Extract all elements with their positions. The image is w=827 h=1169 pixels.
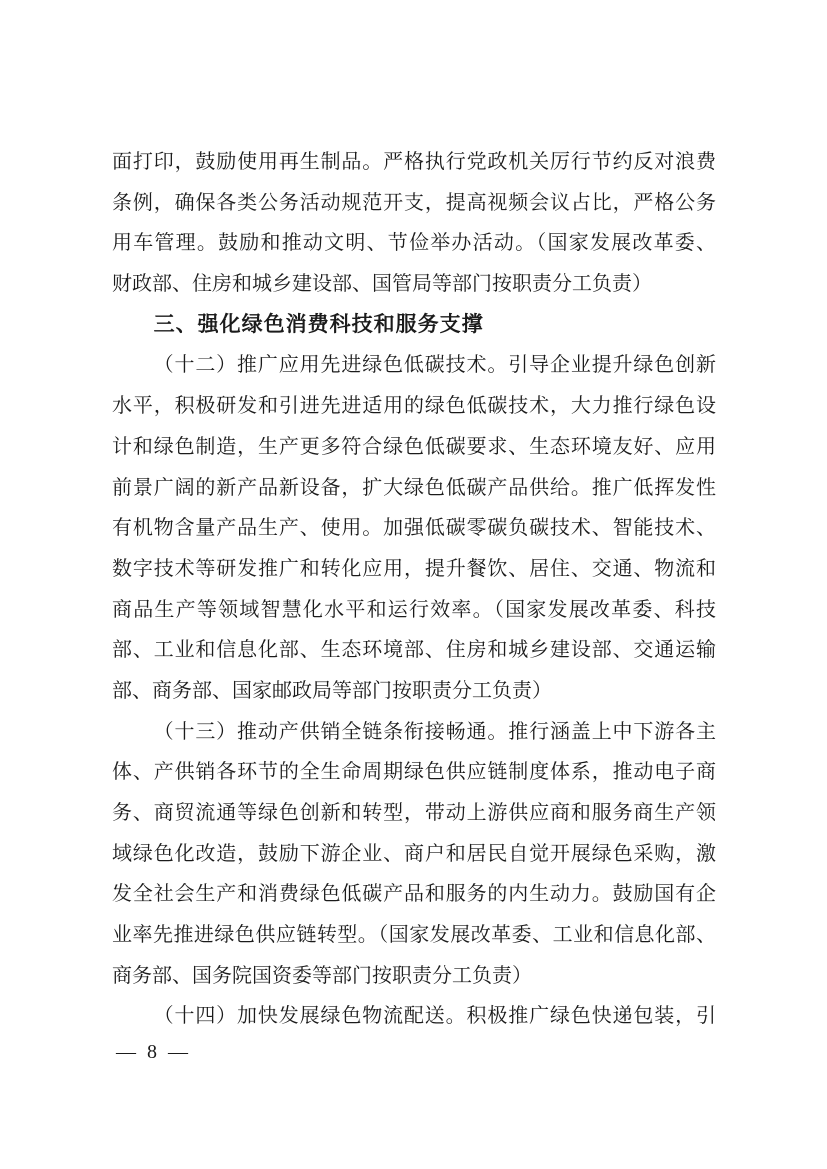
text-line: （十四）加快发展绿色物流配送。积极推广绿色快递包装，引 [153, 1005, 716, 1028]
text-line: 发全社会生产和消费绿色低碳产品和服务的内生动力。鼓励国有企 [112, 883, 716, 906]
text-line: 计和绿色制造，生产更多符合绿色低碳要求、生态环境友好、应用 [112, 435, 716, 458]
paragraph-item-12 [112, 345, 716, 711]
text-line: 部、工业和信息化部、生态环境部、住房和城乡建设部、交通运输 [112, 639, 716, 662]
section-heading: 三、强化绿色消费科技和服务支撑 [153, 312, 484, 336]
text-line: 条例，确保各类公务活动规范开支，提高视频会议占比，严格公务 [112, 191, 716, 214]
text-line: 商品生产等领域智慧化水平和运行效率。（国家发展改革委、科技 [112, 598, 716, 621]
text-line: 数字技术等研发推广和转化应用，提升餐饮、居住、交通、物流和 [112, 557, 716, 580]
text-line: 财政部、住房和城乡建设部、国管局等部门按职责分工负责） [112, 273, 652, 296]
text-line: 水平，积极研发和引进先进适用的绿色低碳技术，大力推行绿色设 [112, 395, 716, 418]
text-line: 用车管理。鼓励和推动文明、节俭举办活动。（国家发展改革委、 [112, 232, 716, 255]
text-line: 域绿色化改造，鼓励下游企业、商户和居民自觉开展绿色采购，激 [112, 842, 716, 865]
page-number: — 8 — [116, 1041, 191, 1063]
text-line: （十三）推动产供销全链条衔接畅通。推行涵盖上中下游各主 [153, 720, 716, 743]
text-line: 商务部、国务院国资委等部门按职责分工负责） [112, 964, 532, 987]
text-line: 务、商贸流通等绿色创新和转型，带动上游供应商和服务商生产领 [112, 802, 716, 824]
text-line: （十二）推广应用先进绿色低碳技术。引导企业提升绿色创新 [153, 354, 716, 377]
text-line: 部、商务部、国家邮政局等部门按职责分工负责） [112, 679, 552, 702]
paragraph-item-14 [112, 996, 716, 1037]
text-line: 前景广阔的新产品新设备，扩大绿色低碳产品供给。推广低挥发性 [112, 476, 716, 499]
text-line: 体、产供销各环节的全生命周期绿色供应链制度体系，推动电子商 [112, 761, 716, 784]
text-line: 面打印，鼓励使用再生制品。严格执行党政机关厉行节约反对浪费 [112, 151, 716, 173]
text-line: 业率先推进绿色供应链转型。（国家发展改革委、工业和信息化部、 [112, 924, 716, 947]
document-body [112, 142, 716, 1037]
paragraph-item-13 [112, 712, 716, 997]
paragraph-continuation [112, 142, 716, 305]
text-line: 有机物含量产品生产、使用。加强低碳零碳负碳技术、智能技术、 [112, 517, 716, 540]
